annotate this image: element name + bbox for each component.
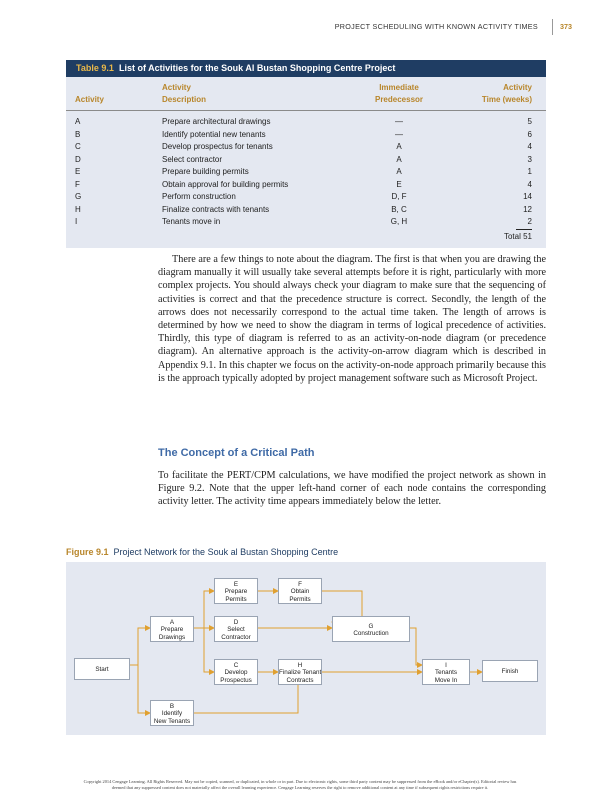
node-i-letter: I (445, 662, 447, 669)
col-header-time-bottom: Time (weeks) (481, 95, 532, 104)
header-rule (66, 110, 546, 111)
cell-activity: I (75, 217, 78, 226)
cell-predecessor: — (395, 117, 403, 126)
cell-time: 2 (527, 217, 532, 226)
cell-time: 12 (523, 204, 532, 214)
table-banner (66, 60, 546, 77)
node-f-line1: Obtain (290, 588, 310, 596)
node-b (150, 700, 194, 726)
table-row (66, 130, 546, 143)
cell-predecessor: A (396, 142, 402, 151)
arrow-a-c (204, 628, 214, 672)
figure-label: Figure 9.1 (66, 547, 109, 557)
cell-description: Perform construction (162, 192, 236, 201)
cell-predecessor: D, F (391, 192, 407, 201)
table-title: List of Activities for the Souk Al Bustan Shopping Centre Project (119, 63, 396, 73)
node-start (74, 658, 130, 680)
col-header-time-top: Activity (503, 83, 532, 92)
cell-description: Obtain approval for building permits (162, 179, 289, 189)
node-e (214, 578, 258, 604)
cell-predecessor: E (396, 179, 402, 189)
node-i (422, 659, 470, 685)
cell-predecessor: G, H (390, 217, 408, 226)
node-finish-label: Finish (501, 668, 519, 675)
col-header-predecessor-top: Immediate (379, 83, 419, 92)
header-divider (552, 19, 553, 35)
cell-time: 4 (527, 179, 532, 189)
node-h-letter: H (297, 662, 303, 669)
node-f-line2: Permits (289, 595, 311, 603)
table-row (66, 167, 546, 180)
node-f (278, 578, 322, 604)
copyright-footer (20, 779, 580, 791)
body-paragraph: To facilitate the PERT/CPM calculations, we have modified the project network as shown in Figure 9.2. Note that the upper left-hand corner of each node contains the corresponding activity letter. The activity time appears immediately below the letter. (158, 470, 546, 508)
network-diagram (66, 562, 546, 735)
cell-time: 1 (527, 167, 532, 176)
section-heading: The Concept of a Critical Path (158, 447, 315, 459)
cell-description: Prepare architectural drawings (162, 117, 271, 126)
node-i-line2: Move In (434, 676, 458, 684)
cell-time: 14 (523, 192, 532, 201)
cell-description: Identify potential new tenants (162, 129, 266, 139)
cell-activity: F (75, 179, 80, 189)
node-c-line2: Prospectus (220, 676, 252, 684)
node-c-line1: Develop (224, 669, 248, 677)
cell-time: 5 (527, 117, 532, 126)
node-a (150, 616, 194, 642)
figure-caption (66, 547, 338, 557)
cell-time: 3 (527, 154, 532, 164)
cell-description: Develop prospectus for tenants (162, 142, 273, 151)
table-row (66, 192, 546, 205)
activities-table (66, 77, 546, 248)
arrow-a-e (194, 591, 214, 628)
footer-line-2: deemed that any suppressed content does not materially affect the overall learning experience. Cengage Learning reserves the right to remove additional content at any time if subsequent rights restrictions require it. (111, 785, 489, 790)
table-label: Table 9.1 (76, 63, 114, 73)
node-g (332, 616, 410, 642)
arrow-start-a (130, 628, 150, 665)
node-d-line1: Select (227, 626, 245, 634)
node-c-letter: C (233, 662, 239, 669)
node-e-line1: Prepare (224, 588, 248, 596)
node-g-letter: G (368, 623, 374, 630)
cell-activity: C (75, 142, 81, 151)
node-a-line1: Prepare (160, 626, 184, 634)
cell-predecessor: A (396, 167, 402, 176)
node-b-line2: New Tenants (153, 717, 191, 725)
cell-predecessor: B, C (391, 204, 407, 214)
cell-activity: A (75, 117, 81, 126)
table-row (66, 205, 546, 218)
node-e-line2: Permits (225, 595, 247, 603)
cell-time: 6 (527, 129, 532, 139)
arrow-start-b (138, 665, 150, 713)
table-row (66, 180, 546, 193)
col-header-description-bottom: Description (162, 95, 207, 104)
cell-activity: H (75, 204, 81, 214)
col-header-activity: Activity (75, 95, 104, 104)
node-g-line1: Construction (353, 630, 389, 638)
node-i-line1: Tenants (434, 669, 458, 677)
node-b-letter: B (169, 703, 175, 710)
node-d-letter: D (233, 619, 239, 626)
cell-activity: E (75, 167, 81, 176)
cell-activity: G (75, 192, 82, 201)
cell-description: Select contractor (162, 154, 223, 164)
cell-description: Finalize contracts with tenants (162, 204, 270, 214)
node-h (278, 659, 322, 685)
running-title: PROJECT SCHEDULING WITH KNOWN ACTIVITY TIMES (334, 22, 538, 31)
cell-description: Prepare building permits (162, 167, 249, 176)
table-row (66, 155, 546, 168)
node-c (214, 659, 258, 685)
node-e-letter: E (233, 581, 239, 588)
node-d (214, 616, 258, 642)
node-h-line2: Contracts (286, 676, 314, 684)
table-row (66, 117, 546, 130)
node-d-line2: Contractor (221, 633, 251, 641)
node-finish (482, 660, 538, 682)
total-time: Total 51 (503, 232, 532, 241)
page-number: 373 (560, 22, 572, 31)
node-b-line1: Identify (161, 710, 183, 718)
table-row (66, 217, 546, 230)
figure-title: Project Network for the Souk al Bustan Shopping Centre (113, 547, 339, 557)
node-a-line2: Drawings (158, 633, 186, 641)
cell-activity: B (75, 129, 81, 139)
cell-description: Tenants move in (162, 217, 221, 226)
node-h-line1: Finalize Tenant (279, 669, 322, 677)
running-header (0, 19, 600, 35)
cell-predecessor: A (396, 154, 402, 164)
total-rule (516, 229, 532, 230)
arrow-g-i (410, 628, 422, 665)
table-row (66, 142, 546, 155)
node-a-letter: A (169, 619, 175, 626)
col-header-predecessor-bottom: Predecessor (374, 95, 424, 104)
cell-activity: D (75, 154, 81, 164)
node-f-letter: F (298, 581, 302, 588)
footer-line-1: Copyright 2014 Cengage Learning. All Rights Reserved. May not be copied, scanned, or duplicated, in whole or in part. Due to electronic rights, some third party content may be suppressed from the eBook and/or eChapter(s). Editorial review has (83, 779, 517, 784)
col-header-description-top: Activity (162, 83, 191, 92)
node-start-label: Start (95, 666, 109, 673)
body-paragraph: There are a few things to note about the diagram. The first is that when you are drawing the diagram manually it will usually take several attempts before it is right, particularly with more complex projects. You should always check your diagram to make sure that the sequencing of activities is correct and that the precedence structure is correct. Secondly, the length of the arrows does not necessarily correspond to the actual time taken. The length of arrows is determined by how we need to show the diagram in terms of logical precedence of activities. Thirdly, this type of diagram is referred to as an activity-on-node diagram (or precedence diagram). An alternative approach is the activity-on-arrow diagram which is described in Appendix 9.1. In this chapter we focus on the activity-on-node approach primarily because this is the approach typically adopted by project management software such as Microsoft Project. (158, 254, 546, 384)
cell-time: 4 (527, 142, 532, 151)
cell-predecessor: — (395, 129, 403, 139)
